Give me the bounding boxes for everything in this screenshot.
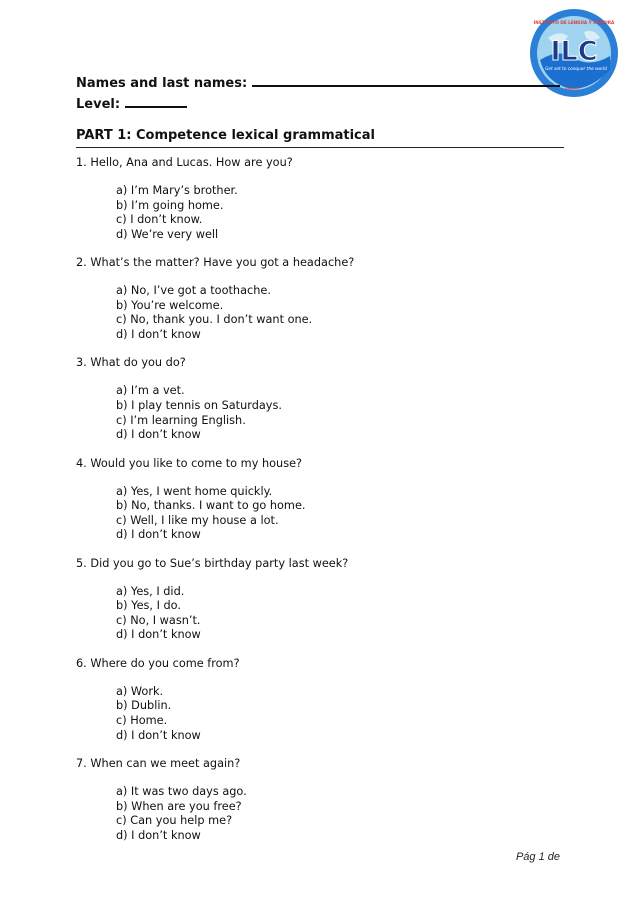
question-text: 4. Would you like to come to my house? xyxy=(76,456,303,470)
option-b[interactable]: b) You’re welcome. xyxy=(116,298,224,312)
option-d[interactable]: d) I don’t know xyxy=(116,828,201,842)
names-blank-line[interactable] xyxy=(252,85,560,87)
option-list xyxy=(116,485,576,543)
question-7 xyxy=(76,756,576,843)
question-5 xyxy=(76,556,576,656)
option-d[interactable]: d) We’re very well xyxy=(116,227,219,241)
question-text: 6. Where do you come from? xyxy=(76,656,240,670)
option-b[interactable]: b) No, thanks. I want to go home. xyxy=(116,499,306,513)
question-list xyxy=(76,155,576,843)
question-1 xyxy=(76,155,576,255)
option-a[interactable]: a) Work. xyxy=(116,684,164,698)
names-label: Names and last names: xyxy=(76,76,248,91)
option-b[interactable]: b) Yes, I do. xyxy=(116,599,181,613)
option-c[interactable]: c) Well, I like my house a lot. xyxy=(116,513,279,527)
option-c[interactable]: c) Can you help me? xyxy=(116,814,233,828)
option-list xyxy=(116,585,576,643)
option-c[interactable]: c) No, thank you. I don’t want one. xyxy=(116,313,313,327)
question-text: 7. When can we meet again? xyxy=(76,757,241,771)
question-text: 1. Hello, Ana and Lucas. How are you? xyxy=(76,156,293,169)
logo-abbrev: ILC xyxy=(550,36,598,67)
option-d[interactable]: d) I don’t know xyxy=(116,728,201,742)
question-4 xyxy=(76,456,576,556)
option-a[interactable]: a) Yes, I went home quickly. xyxy=(116,484,273,498)
names-field xyxy=(76,76,560,91)
option-d[interactable]: d) I don’t know xyxy=(116,628,201,642)
logo-bottom-text: www.ilc... xyxy=(564,86,584,91)
question-2 xyxy=(76,255,576,355)
option-list xyxy=(116,384,576,442)
level-label: Level: xyxy=(76,97,121,112)
option-list xyxy=(116,685,576,743)
logo-tagline: Get set to conquer the world xyxy=(545,67,607,72)
option-a[interactable]: a) I’m Mary’s brother. xyxy=(116,184,238,197)
question-6 xyxy=(76,656,576,756)
level-field xyxy=(76,97,187,112)
option-d[interactable]: d) I don’t know xyxy=(116,528,201,542)
option-list xyxy=(116,284,576,342)
option-list xyxy=(116,785,576,843)
option-b[interactable]: b) Dublin. xyxy=(116,699,172,713)
logo-top-text: INSTITUTO DE LENGUA Y CULTURA xyxy=(533,20,615,25)
option-c[interactable]: c) Home. xyxy=(116,714,168,728)
question-text: 2. What’s the matter? Have you got a headache? xyxy=(76,256,355,270)
option-c[interactable]: c) I’m learning English. xyxy=(116,413,246,427)
level-blank-line[interactable] xyxy=(125,106,187,108)
option-b[interactable]: b) I play tennis on Saturdays. xyxy=(116,398,282,412)
question-3 xyxy=(76,355,576,455)
option-b[interactable]: b) I’m going home. xyxy=(116,198,224,212)
question-text: 3. What do you do? xyxy=(76,356,186,370)
option-c[interactable]: c) I don’t know. xyxy=(116,213,203,227)
option-a[interactable]: a) I’m a vet. xyxy=(116,384,185,398)
option-a[interactable]: a) No, I’ve got a toothache. xyxy=(116,284,271,298)
option-d[interactable]: d) I don’t know xyxy=(116,327,201,341)
option-a[interactable]: a) It was two days ago. xyxy=(116,785,247,799)
option-list xyxy=(116,184,576,242)
part-title: PART 1: Competence lexical grammatical xyxy=(76,128,375,143)
question-text: 5. Did you go to Sue’s birthday party last week? xyxy=(76,556,349,570)
option-b[interactable]: b) When are you free? xyxy=(116,799,242,813)
option-c[interactable]: c) No, I wasn’t. xyxy=(116,613,201,627)
page-number: Pág 1 de xyxy=(515,851,560,863)
part-divider xyxy=(76,147,564,148)
option-d[interactable]: d) I don’t know xyxy=(116,428,201,442)
option-a[interactable]: a) Yes, I did. xyxy=(116,584,185,598)
